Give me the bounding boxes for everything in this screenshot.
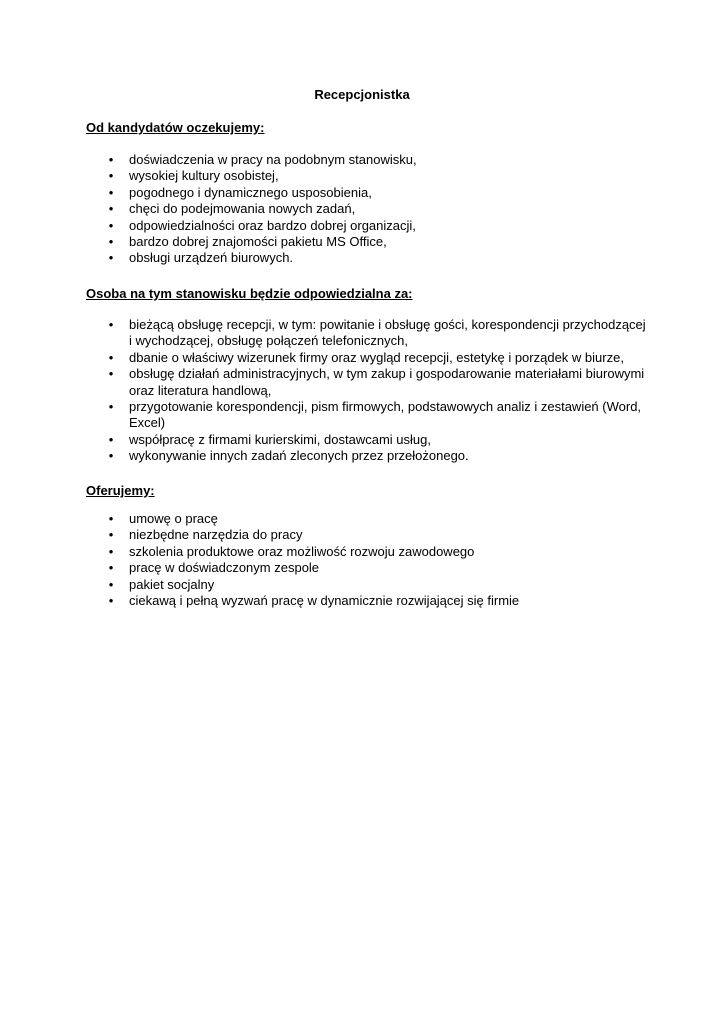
list-item-text: pogodnego i dynamicznego usposobienia, [129,184,372,200]
list-item-text: przygotowanie korespondencji, pism firmowych, podstawowych analiz i zestawień (Word, Excel) [129,399,642,431]
list-item [86,317,646,350]
bullet-icon: • [108,184,114,200]
list-item [86,399,646,432]
list-item-text: umowę o pracę [129,511,218,526]
list-item [86,593,646,609]
list-item-text: dbanie o właściwy wizerunek firmy oraz wygląd recepcji, estetykę i porządek w biurze, [129,349,624,365]
list-item-text: obsługę działań administracyjnych, w tym zakup i gospodarowanie materiałami biurowymi oraz literatura handlową, [129,366,645,398]
bullet-icon: • [108,234,114,250]
list-item [86,185,646,201]
section-heading-requirements: Od kandydatów oczekujemy: [86,120,265,135]
list-item [86,152,646,168]
list-item [86,432,646,448]
bullet-icon: • [108,217,114,233]
list-item [86,366,646,399]
list-item-text: chęci do podejmowania nowych zadań, [129,201,356,217]
bullet-icon: • [108,317,114,332]
list-item [86,350,646,366]
section-heading-offer: Oferujemy: [86,483,155,498]
list-item-text: niezbędne narzędzia do pracy [129,527,303,543]
bullet-icon: • [108,201,114,217]
requirements-list [86,152,646,267]
list-item [86,250,646,266]
bullet-icon: • [108,543,114,559]
bullet-icon: • [108,399,114,415]
bullet-icon: • [108,560,114,576]
responsibilities-list [86,317,646,465]
list-item [86,448,646,464]
list-item-text: współpracę z firmami kurierskimi, dostawcami usług, [129,431,431,447]
list-item-text: pracę w doświadczonym zespole [129,560,320,576]
list-item-text: odpowiedzialności oraz bardzo dobrej organizacji, [129,217,416,233]
list-item-text: wysokiej kultury osobistej, [129,168,279,184]
bullet-icon: • [108,349,114,365]
list-item-text: obsługi urządzeń biurowych. [129,250,294,266]
list-item [86,234,646,250]
bullet-icon: • [108,448,114,464]
document-title: Recepcjonistka [314,87,410,102]
bullet-icon: • [108,366,114,382]
list-item [86,560,646,576]
list-item-text: bardzo dobrej znajomości pakietu MS Office, [129,234,387,250]
section-heading-responsibilities: Osoba na tym stanowisku będzie odpowiedzialna za: [86,286,413,301]
bullet-icon: • [108,431,114,447]
bullet-icon: • [108,527,114,543]
list-item [86,218,646,234]
list-item [86,544,646,560]
list-item [86,201,646,217]
bullet-icon: • [108,576,114,592]
bullet-icon: • [108,593,114,609]
list-item-text: doświadczenia w pracy na podobnym stanowisku, [129,152,417,167]
list-item [86,511,646,527]
bullet-icon: • [108,250,114,266]
list-item-text: szkolenia produktowe oraz możliwość rozwoju zawodowego [129,543,475,559]
offer-list [86,511,646,609]
bullet-icon: • [108,168,114,184]
list-item-text: bieżącą obsługę recepcji, w tym: powitanie i obsługę gości, korespondencji przychodzącej i wychodzącej, obsługę połączeń telefonicznych, [129,317,646,349]
bullet-icon: • [108,152,114,167]
list-item-text: wykonywanie innych zadań zleconych przez przełożonego. [129,448,469,464]
list-item [86,577,646,593]
list-item [86,168,646,184]
bullet-icon: • [108,511,114,526]
list-item-text: ciekawą i pełną wyzwań pracę w dynamicznie rozwijającej się firmie [129,593,520,609]
list-item-text: pakiet socjalny [129,576,215,592]
list-item [86,527,646,543]
